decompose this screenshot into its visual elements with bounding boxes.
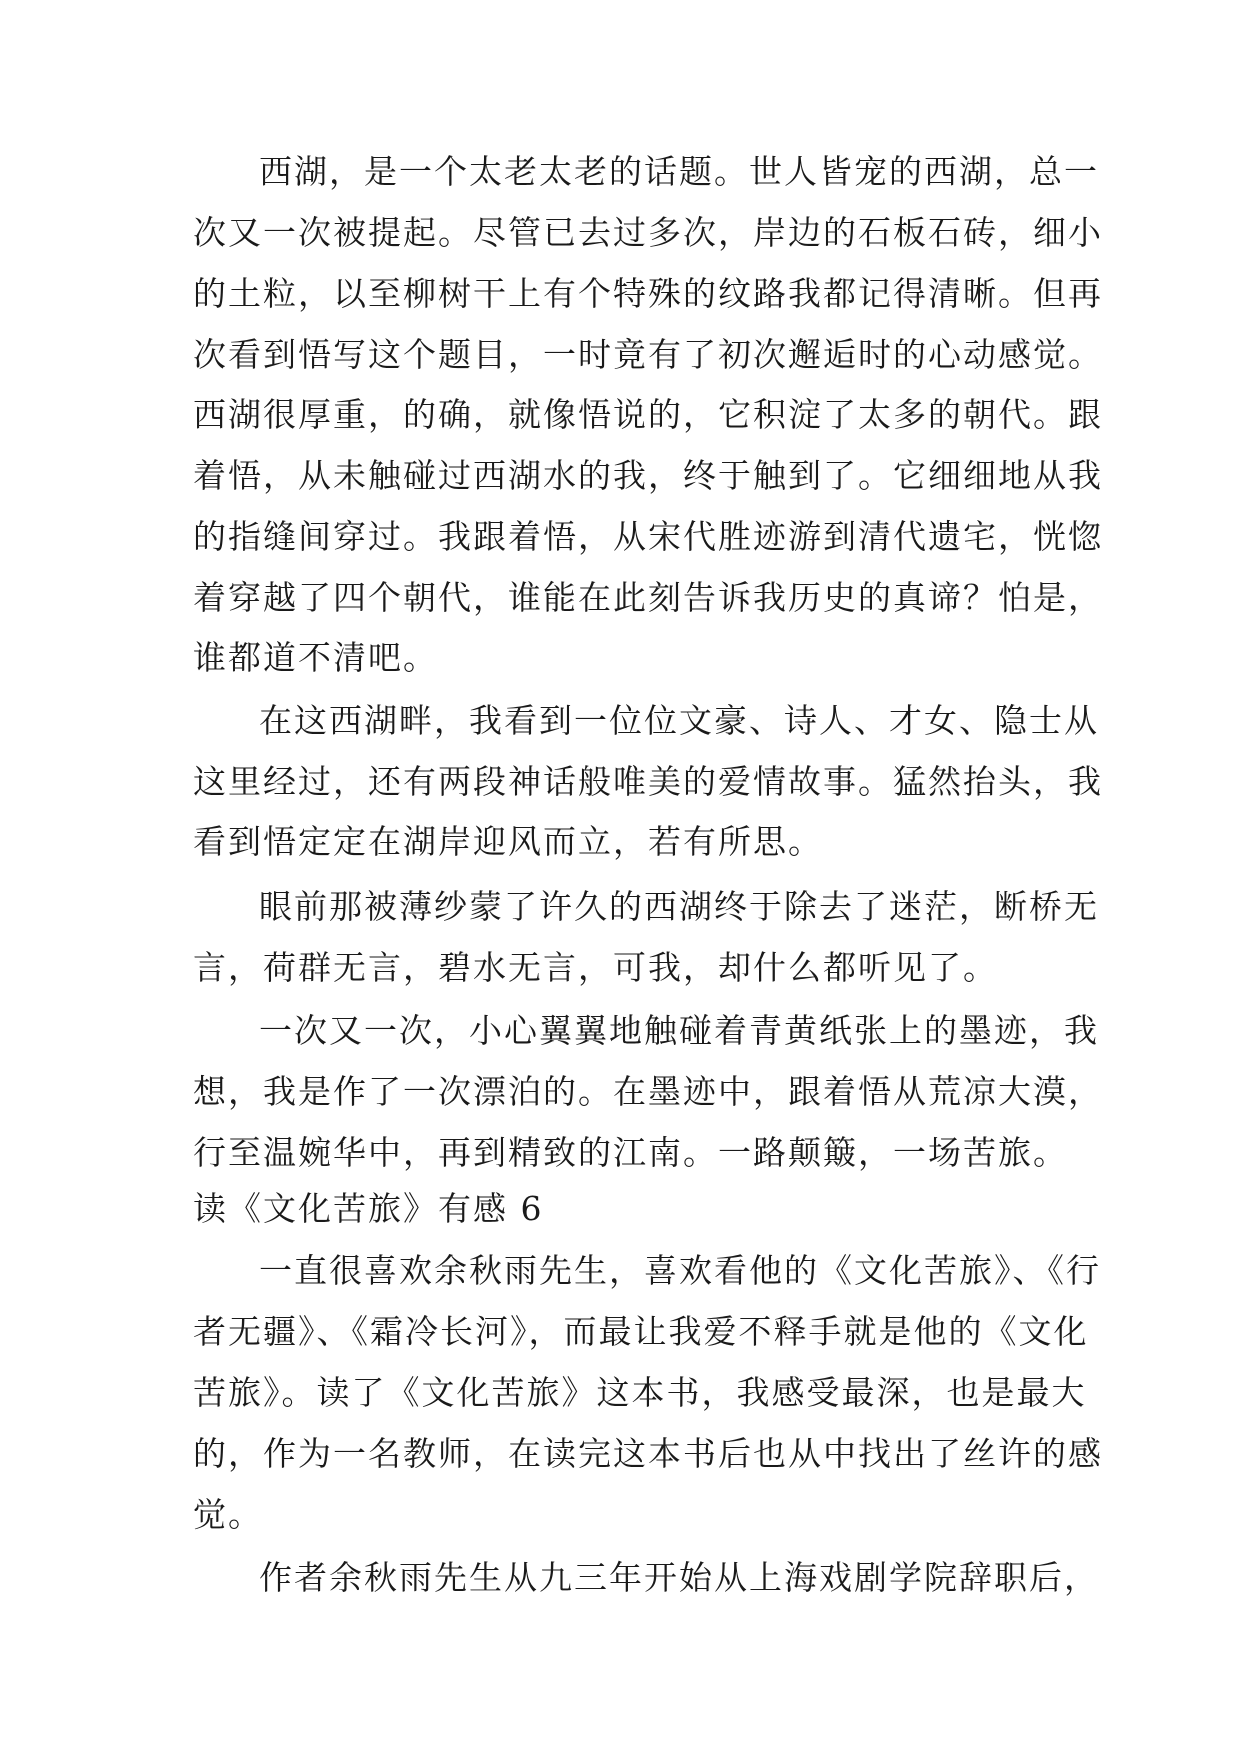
text-line: 行至温婉华中，再到精致的江南。一路颠簸，一场苦旅。 [193, 1133, 1068, 1172]
text-line: 的指缝间穿过。我跟着悟，从宋代胜迹游到清代遗宅，恍惚 [193, 517, 1103, 556]
text-line: 觉。 [193, 1495, 263, 1534]
text-line: 一次又一次，小心翼翼地触碰着青黄纸张上的墨迹，我 [259, 1011, 1099, 1050]
text-line: 眼前那被薄纱蒙了许久的西湖终于除去了迷茫，断桥无 [259, 887, 1099, 926]
text-line: 的土粒，以至柳树干上有个特殊的纹路我都记得清晰。但再 [193, 274, 1103, 313]
text-line: 言，荷群无言，碧水无言，可我，却什么都听见了。 [193, 948, 998, 987]
text-line: 一直很喜欢余秋雨先生，喜欢看他的《文化苦旅》、《行 [259, 1251, 1101, 1290]
text-line: 西湖，是一个太老太老的话题。世人皆宠的西湖，总一 [259, 152, 1099, 191]
text-line: 看到悟定定在湖岸迎风而立，若有所思。 [193, 822, 823, 861]
text-line: 在这西湖畔，我看到一位位文豪、诗人、才女、隐士从 [259, 701, 1099, 740]
text-line: 着穿越了四个朝代，谁能在此刻告诉我历史的真谛？怕是， [193, 578, 1103, 617]
text-line: 西湖很厚重，的确，就像悟说的，它积淀了太多的朝代。跟 [193, 395, 1103, 434]
text-line: 者无疆》、《霜冷长河》，而最让我爱不释手就是他的《文化 [193, 1312, 1089, 1351]
text-line: 苦旅》。读了《文化苦旅》这本书，我感受最深，也是最大 [193, 1373, 1087, 1412]
text-line: 次看到悟写这个题目，一时竟有了初次邂逅时的心动感觉。 [193, 335, 1103, 374]
text-line: 的，作为一名教师，在读完这本书后也从中找出了丝许的感 [193, 1434, 1103, 1473]
text-line: 谁都道不清吧。 [193, 638, 438, 677]
section-heading: 读《文化苦旅》有感 6 [193, 1189, 544, 1228]
text-line: 着悟，从未触碰过西湖水的我，终于触到了。它细细地从我 [193, 456, 1103, 495]
text-line: 次又一次被提起。尽管已去过多次，岸边的石板石砖，细小 [193, 213, 1103, 252]
text-line: 这里经过，还有两段神话般唯美的爱情故事。猛然抬头，我 [193, 762, 1103, 801]
text-line: 作者余秋雨先生从九三年开始从上海戏剧学院辞职后， [259, 1558, 1099, 1597]
text-line: 想，我是作了一次漂泊的。在墨迹中，跟着悟从荒凉大漠， [193, 1072, 1103, 1111]
